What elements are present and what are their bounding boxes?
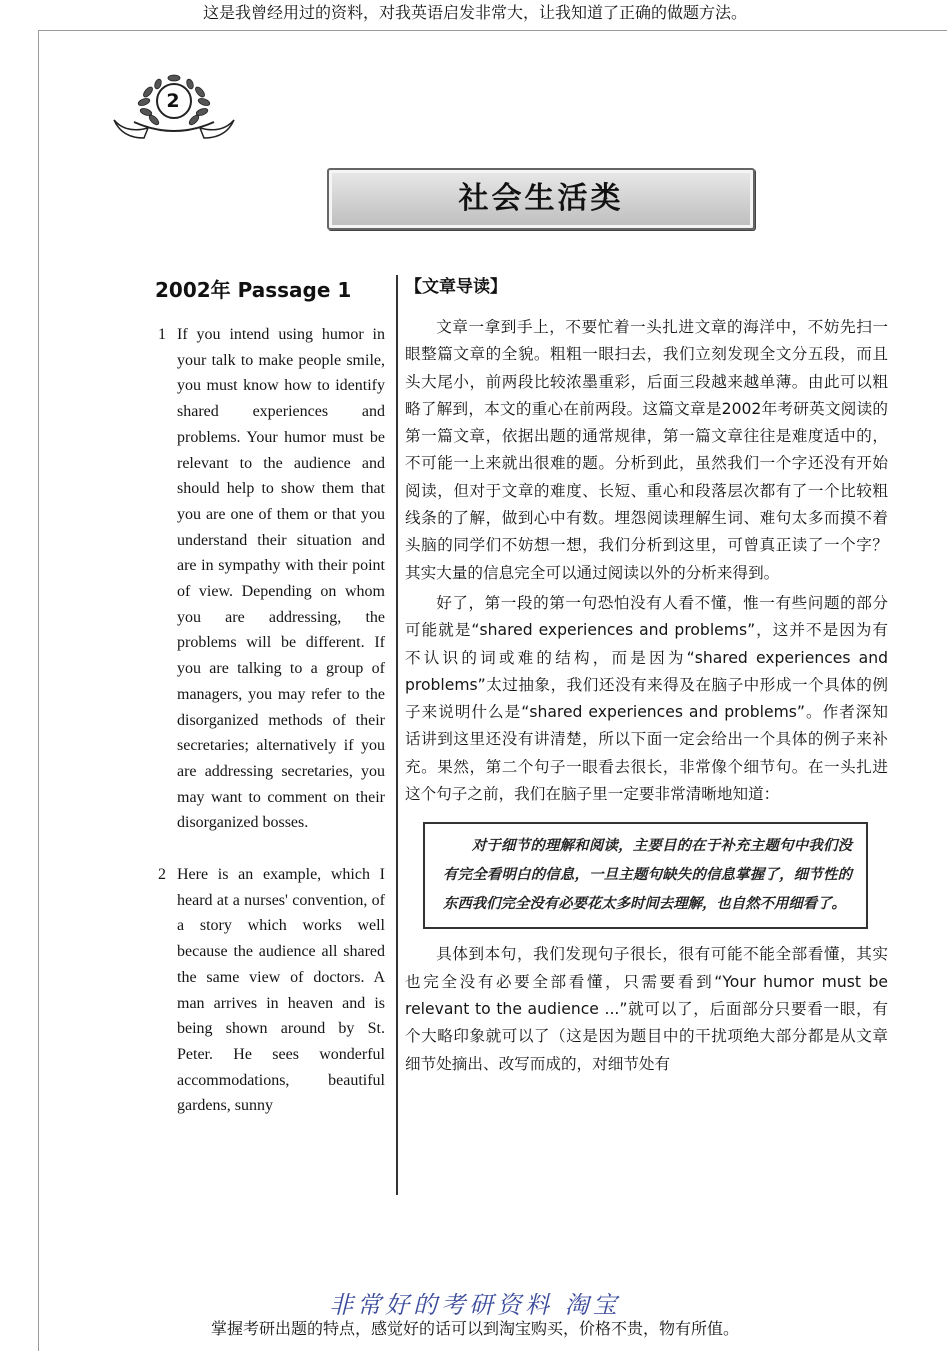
guide-paragraph: 具体到本句，我们发现句子很长，很有可能不能全部看懂，其实也完全没有必要全部看懂，只需要看到“Your humor must be relevant to the audience ...”就可以了，后面部分只要看一眼，有个大略印象就可以了（这是因为题目中的干扰项绝大部分都是从文章细节处摘出、改写而成的，对细节处有 — [405, 945, 888, 1073]
chapter-number: 2 — [166, 90, 180, 112]
header-note: 这是我曾经用过的资料，对我英语启发非常大，让我知道了正确的做题方法。 — [202, 3, 747, 22]
passage-paragraph — [155, 862, 385, 1119]
footer-note: 掌握考研出题的特点，感觉好的话可以到淘宝购买，价格不贵，物有所值。 — [210, 1319, 739, 1338]
guide-paragraph: 好了，第一段的第一句恐怕没有人看不懂，惟一有些问题的部分可能就是“shared experiences and problems”，这并不是因为有不认识的词或难的结构，而是因为“shared experiences and problems”太过抽象，我们还没有来得及在脑子中形成一个具体的例子来说明什么是“shared experiences and problems”。作者深知话讲到这里还没有讲清楚，所以下面一定会给出一个具体的例子来补充。果然，第二个句子一眼看去很长，非常像个细节句。在一头扎进这个句子之前，我们在脑子里一定要非常清晰地知道： — [405, 593, 888, 804]
guide-paragraph: 文章一拿到手上，不要忙着一头扎进文章的海洋中，不妨先扫一眼整篇文章的全貌。粗粗一眼扫去，我们立刻发现全文分五段，而且头大尾小，前两段比较浓墨重彩，后面三段越来越单薄。由此可以粗略了解到，本文的重心在前两段。这篇文章是2002年考研英文阅读的第一篇文章，依据出题的通常规律，第一篇文章往往是难度适中的，不可能一上来就出很难的题。分析到此，虽然我们一个字还没有开始阅读，但对于文章的难度、长短、重心和段落层次都有了一个比较粗线条的了解，做到心中有数。埋怨阅读理解生词、难句太多而摸不着头脑的同学们不妨想一想，我们分析到这里，可曾真正读了一个字？其实大量的信息完全可以通过阅读以外的分析来得到。 — [405, 318, 888, 582]
guide-label: 【文章导读】 — [405, 277, 507, 297]
paragraph-text: If you intend using humor in your talk to make people smile, you must know how to identify shared experiences and problems. Your humor must be relevant to the audience and should help to show them that you are one of them or that you understand their situation and are in sympathy with their point of view. Depending on whom you are addressing, the problems will be different. If you are talking to a group of managers, you may refer to the disorganized methods of their secretaries; alternatively if you are addressing secretaries, you may want to comment on their disorganized bosses. — [177, 326, 385, 832]
watermark-ad: 非常好的考研资料 淘宝 — [329, 1291, 621, 1319]
passage-title: 2002年 Passage 1 — [155, 278, 352, 302]
guide-column — [405, 272, 888, 1078]
passage-column — [155, 270, 385, 1119]
paragraph-text: Here is an example, which I heard at a nurses' convention, of a story which works well because the audience all shared the same view of doctors. A man arrives in heaven and is being shown around by St. Peter. He sees wonderful accommodations, beautiful gardens, sunny — [177, 866, 385, 1115]
column-divider — [396, 275, 398, 1195]
note-box: 对于细节的理解和阅读，主要目的在于补充主题句中我们没有完全看明白的信息，一旦主题句缺失的信息掌握了，细节性的东西我们完全没有必要花太多时间去理解，也自然不用细看了。 — [423, 822, 868, 929]
paragraph-number: 1 — [158, 326, 166, 343]
paragraph-number: 2 — [158, 866, 166, 884]
chapter-emblem — [108, 72, 240, 142]
chapter-title: 社会生活类 — [327, 168, 755, 230]
passage-paragraph — [155, 322, 385, 836]
